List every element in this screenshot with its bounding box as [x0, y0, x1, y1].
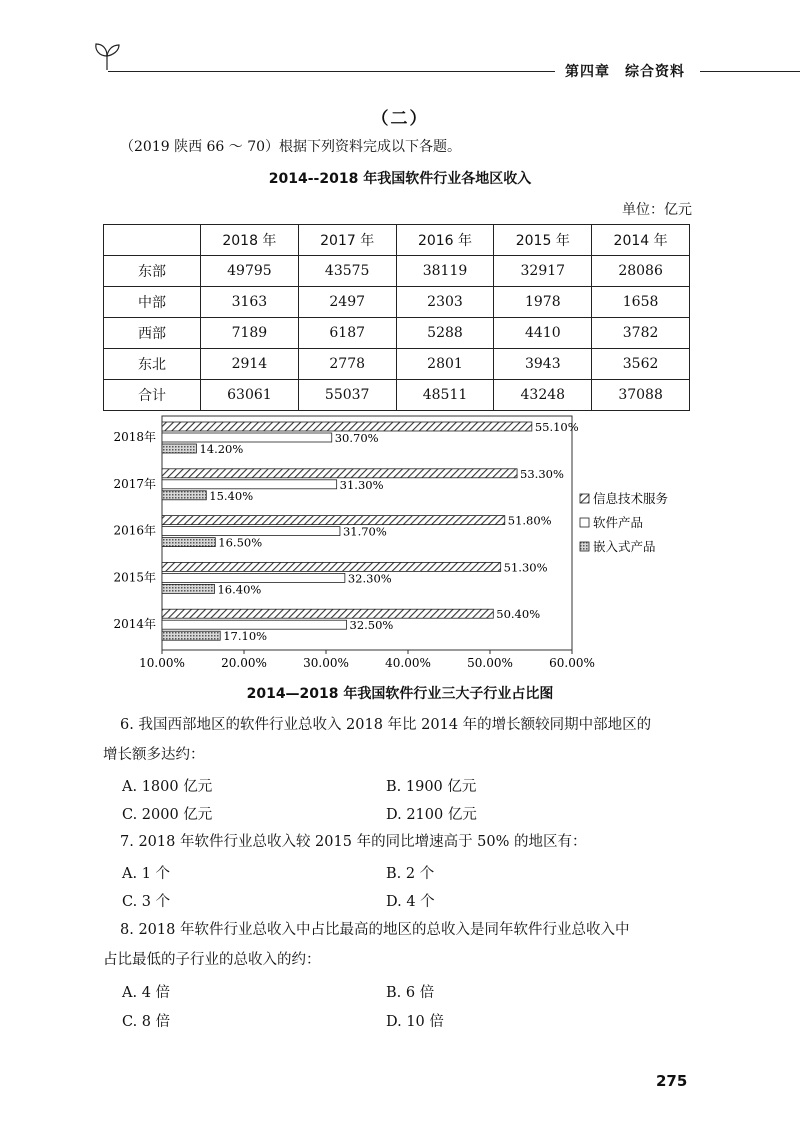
header-rule-right	[700, 71, 800, 72]
row-label: 合计	[104, 380, 201, 411]
legend-swatch	[580, 494, 589, 503]
table-row	[104, 256, 690, 287]
intro-text: （2019 陕西 66 ～ 70）根据下列资料完成以下各题。	[120, 139, 462, 155]
x-tick-label: 60.00%	[549, 656, 595, 670]
y-category-label: 2014年	[113, 617, 156, 632]
table-cell: 43575	[298, 256, 396, 287]
bar-value-label: 50.40%	[496, 607, 541, 622]
bar-嵌入式产品	[162, 444, 196, 453]
bar-value-label: 53.30%	[520, 466, 564, 481]
bar-value-label: 31.70%	[342, 524, 387, 539]
option-6d[interactable]: D. 2100 亿元	[386, 807, 477, 823]
table-cell: 2914	[201, 349, 299, 380]
table-cell: 5288	[396, 318, 494, 349]
option-8b[interactable]: B. 6 倍	[386, 985, 435, 1001]
row-label: 东部	[104, 256, 201, 287]
chapter-title: 第四章 综合资料	[565, 64, 685, 80]
option-6c[interactable]: C. 2000 亿元	[122, 807, 213, 823]
table-cell: 3562	[592, 349, 690, 380]
question-7-line-1: 7. 2018 年软件行业总收入较 2015 年的同比增速高于 50% 的地区有：	[120, 834, 587, 850]
x-tick-label: 30.00%	[303, 656, 349, 670]
subindustry-bar-chart	[100, 410, 700, 676]
table-unit: 单位：亿元	[622, 202, 692, 218]
bar-信息技术服务	[162, 469, 517, 478]
table-cell: 28086	[592, 256, 690, 287]
legend-label: 嵌入式产品	[593, 539, 656, 554]
bar-软件产品	[162, 480, 337, 489]
option-8d[interactable]: D. 10 倍	[386, 1014, 444, 1030]
question-6-line-2: 增长额多达约：	[103, 747, 205, 763]
bar-软件产品	[162, 620, 347, 629]
table-cell: 4410	[494, 318, 592, 349]
bar-value-label: 30.70%	[334, 431, 379, 445]
bar-value-label: 17.10%	[223, 629, 268, 644]
row-label: 西部	[104, 318, 201, 349]
bar-value-label: 16.50%	[218, 535, 263, 550]
table-cell: 2497	[298, 287, 396, 318]
question-6-line-1: 6. 我国西部地区的软件行业总收入 2018 年比 2014 年的增长额较同期中部地区的	[120, 717, 652, 733]
row-label: 中部	[104, 287, 201, 318]
bar-信息技术服务	[162, 422, 532, 431]
column-header: 2015 年	[494, 225, 592, 256]
option-7a[interactable]: A. 1 个	[122, 866, 171, 882]
bar-value-label: 51.80%	[507, 513, 552, 528]
chart-title: 2014—2018 年我国软件行业三大子行业占比图	[246, 686, 554, 702]
legend-label: 信息技术服务	[593, 491, 669, 506]
option-7d[interactable]: D. 4 个	[386, 894, 435, 910]
section-title: （二）	[371, 109, 429, 129]
legend-label: 软件产品	[593, 515, 644, 530]
column-header: 2018 年	[201, 225, 299, 256]
column-header: 2017 年	[298, 225, 396, 256]
table-row	[104, 287, 690, 318]
header-rule-left	[108, 71, 555, 72]
bar-value-label: 16.40%	[217, 582, 262, 597]
y-category-label: 2016年	[113, 523, 156, 538]
table-title: 2014--2018 年我国软件行业各地区收入	[268, 171, 532, 187]
column-header: 2016 年	[396, 225, 494, 256]
legend-swatch	[580, 518, 589, 527]
bar-value-label: 51.30%	[503, 560, 548, 575]
x-tick-label: 40.00%	[385, 656, 431, 670]
x-tick-label: 10.00%	[139, 656, 185, 670]
option-6a[interactable]: A. 1800 亿元	[122, 779, 213, 795]
bar-软件产品	[162, 527, 340, 536]
bar-value-label: 55.10%	[534, 420, 579, 434]
bar-嵌入式产品	[162, 538, 215, 547]
bar-嵌入式产品	[162, 631, 220, 640]
table-cell: 32917	[494, 256, 592, 287]
bar-信息技术服务	[162, 609, 493, 618]
option-7c[interactable]: C. 3 个	[122, 894, 171, 910]
bar-信息技术服务	[162, 516, 505, 525]
question-8-line-1: 8. 2018 年软件行业总收入中占比最高的地区的总收入是同年软件行业总收入中	[120, 922, 630, 938]
x-tick-label: 50.00%	[467, 656, 513, 670]
table-cell: 6187	[298, 318, 396, 349]
table-row	[104, 349, 690, 380]
bar-信息技术服务	[162, 562, 501, 571]
table-cell: 3943	[494, 349, 592, 380]
column-header: 2014 年	[592, 225, 690, 256]
table-cell: 2778	[298, 349, 396, 380]
table-cell: 43248	[494, 380, 592, 411]
legend-swatch	[580, 542, 589, 551]
question-8-line-2: 占比最低的子行业的总收入的约：	[103, 952, 321, 968]
y-category-label: 2018年	[113, 430, 156, 444]
bar-value-label: 14.20%	[199, 442, 244, 456]
table-row	[104, 318, 690, 349]
table-cell: 38119	[396, 256, 494, 287]
option-7b[interactable]: B. 2 个	[386, 866, 435, 882]
bar-value-label: 31.30%	[339, 477, 384, 492]
page-number: 275	[656, 1072, 688, 1090]
table-cell: 7189	[201, 318, 299, 349]
bar-嵌入式产品	[162, 491, 206, 500]
table-cell: 2303	[396, 287, 494, 318]
option-8a[interactable]: A. 4 倍	[122, 985, 171, 1001]
table-cell: 2801	[396, 349, 494, 380]
table-cell: 1658	[592, 287, 690, 318]
option-8c[interactable]: C. 8 倍	[122, 1014, 171, 1030]
row-label: 东北	[104, 349, 201, 380]
table-corner	[104, 225, 201, 256]
table-header-row	[104, 225, 690, 256]
option-6b[interactable]: B. 1900 亿元	[386, 779, 477, 795]
table-row	[104, 380, 690, 411]
y-category-label: 2015年	[113, 570, 156, 585]
table-cell: 1978	[494, 287, 592, 318]
bar-value-label: 32.30%	[347, 571, 392, 586]
table-cell: 3782	[592, 318, 690, 349]
table-cell: 3163	[201, 287, 299, 318]
y-category-label: 2017年	[113, 476, 156, 491]
bar-软件产品	[162, 573, 345, 582]
table-cell: 55037	[298, 380, 396, 411]
bar-嵌入式产品	[162, 584, 214, 593]
bar-value-label: 15.40%	[209, 488, 254, 503]
table-cell: 49795	[201, 256, 299, 287]
revenue-table	[103, 224, 690, 411]
bar-软件产品	[162, 433, 332, 442]
bar-value-label: 32.50%	[349, 618, 394, 633]
x-tick-label: 20.00%	[221, 656, 267, 670]
table-cell: 37088	[592, 380, 690, 411]
table-cell: 48511	[396, 380, 494, 411]
leaf-icon	[93, 40, 123, 72]
table-cell: 63061	[201, 380, 299, 411]
